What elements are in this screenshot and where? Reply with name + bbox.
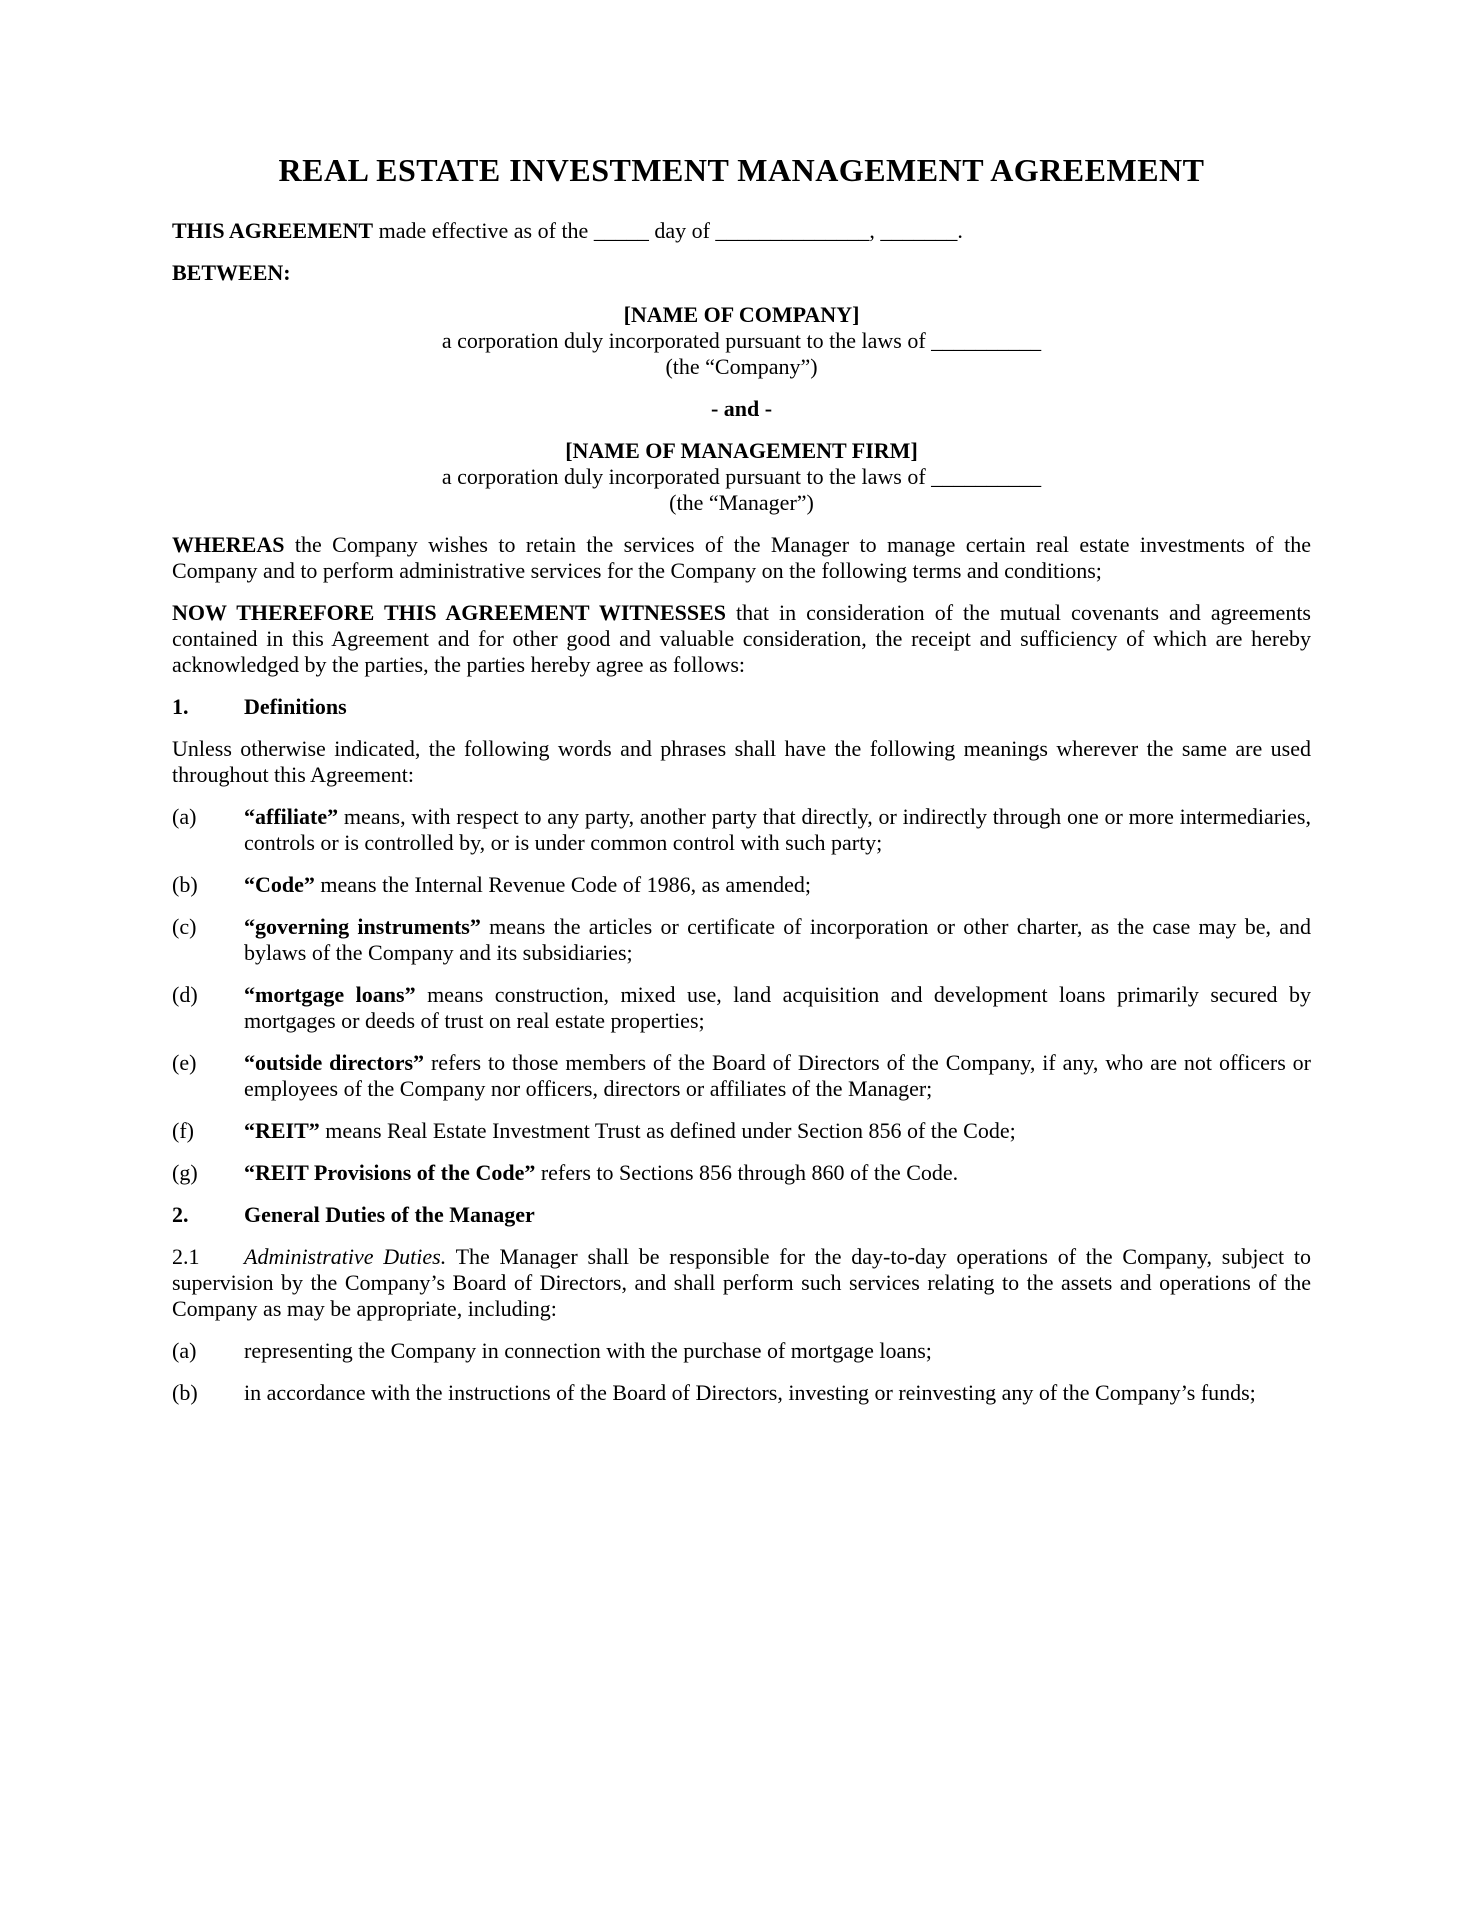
item-label: (c): [172, 914, 197, 939]
item-text: means the Internal Revenue Code of 1986, as amended;: [314, 872, 811, 897]
item-text: representing the Company in connection with the purchase of mortgage loans;: [244, 1338, 932, 1363]
manager-alias-line: (the “Manager”): [669, 490, 814, 515]
definition-item-b: [172, 872, 1311, 898]
intro-lead-in: THIS AGREEMENT: [172, 218, 374, 243]
item-text: refers to Sections 856 through 860 of the Code.: [535, 1160, 959, 1185]
whereas-lead-in: WHEREAS: [172, 532, 285, 557]
definition-item-d: [172, 982, 1317, 1034]
section-2-title: General Duties of the Manager: [244, 1202, 535, 1227]
intro-paragraph: [172, 218, 1311, 244]
therefore-text: that in consideration of the mutual covenants and agreements contained in this Agreement and for other good and valuable consideration, the receipt and sufficiency of which are hereby acknowledged by the parties, the parties hereby agree as follows:: [172, 600, 1317, 677]
item-label: (a): [172, 804, 197, 829]
item-label: (d): [172, 982, 198, 1007]
item-text: means Real Estate Investment Trust as defined under Section 856 of the Code;: [319, 1118, 1016, 1143]
document-title: REAL ESTATE INVESTMENT MANAGEMENT AGREEMENT: [278, 152, 1205, 188]
section-1-number: 1.: [172, 694, 189, 719]
item-label: (g): [172, 1160, 198, 1185]
duty-item-b: [172, 1380, 1311, 1406]
item-text: means construction, mixed use, land acquisition and development loans primarily secured by mortgages or deeds of trust on real estate properties;: [244, 982, 1317, 1033]
clause-number: 2.1: [172, 1244, 200, 1269]
definition-item-a: [172, 804, 1317, 856]
and-separator-text: - and -: [710, 396, 773, 421]
item-text: refers to those members of the Board of Directors of the Company, if any, who are not officers or employees of the Company nor officers, directors or affiliates of the Manager;: [244, 1050, 1317, 1101]
company-incorporation-line: a corporation duly incorporated pursuant to the laws of __________: [441, 328, 1042, 353]
defined-term: “affiliate”: [244, 804, 339, 829]
definition-item-c: [172, 914, 1317, 966]
and-separator: [172, 396, 1311, 422]
definition-item-f: [172, 1118, 1311, 1144]
between-label: [172, 260, 1311, 286]
intro-text: made effective as of the _____ day of ______________, _______.: [373, 218, 963, 243]
clause-2-1-paragraph: [172, 1244, 1317, 1322]
manager-name-text: [NAME OF MANAGEMENT FIRM]: [565, 438, 918, 463]
company-name-text: [NAME OF COMPANY]: [623, 302, 860, 327]
duty-item-a: [172, 1338, 1311, 1364]
item-text: means, with respect to any party, another party that directly, or indirectly through one or more intermediaries, controls or is controlled by, or is under common control with such party;: [244, 804, 1317, 855]
company-alias-line: (the “Company”): [665, 354, 818, 379]
manager-name-heading: [172, 438, 1311, 464]
defined-term: “governing instruments”: [244, 914, 481, 939]
item-text: in accordance with the instructions of the Board of Directors, investing or reinvesting any of the Company’s funds;: [244, 1380, 1256, 1405]
defined-term: “mortgage loans”: [244, 982, 416, 1007]
defined-term: “outside directors”: [244, 1050, 425, 1075]
definitions-lead-paragraph: Unless otherwise indicated, the following words and phrases shall have the following meanings wherever the same are used throughout this Agreement:: [172, 736, 1311, 787]
defined-term: “Code”: [244, 872, 315, 897]
manager-incorporation-line: a corporation duly incorporated pursuant to the laws of __________: [441, 464, 1042, 489]
section-2-number: 2.: [172, 1202, 189, 1227]
item-label: (e): [172, 1050, 197, 1075]
section-2-heading: [172, 1202, 1311, 1228]
item-label: (b): [172, 872, 198, 897]
defined-term: “REIT”: [244, 1118, 320, 1143]
therefore-clause: [172, 600, 1317, 678]
whereas-text: the Company wishes to retain the services of the Manager to manage certain real estate investments of the Company and to perform administrative services for the Company on the following terms and conditions;: [172, 532, 1317, 583]
definition-item-e: [172, 1050, 1317, 1102]
item-text: means the articles or certificate of incorporation or other charter, as the case may be, and bylaws of the Company and its subsidiaries;: [244, 914, 1317, 965]
item-label: (b): [172, 1380, 198, 1405]
whereas-recital: [172, 532, 1317, 584]
clause-italic-lead: Administrative Duties.: [244, 1244, 447, 1269]
section-1-heading: [172, 694, 1311, 720]
therefore-lead-in: NOW THEREFORE THIS AGREEMENT WITNESSES: [172, 600, 726, 625]
item-label: (f): [172, 1118, 194, 1143]
clause-text: The Manager shall be responsible for the day-to-day operations of the Company, subject to supervision by the Company’s Board of Directors, and shall perform such services relating to the assets and operations of the Company as may be appropriate, including:: [172, 1244, 1317, 1321]
item-label: (a): [172, 1338, 197, 1363]
defined-term: “REIT Provisions of the Code”: [244, 1160, 536, 1185]
company-name-heading: [172, 302, 1311, 328]
between-label-text: BETWEEN:: [172, 260, 291, 285]
definition-item-g: [172, 1160, 1311, 1186]
section-1-title: Definitions: [244, 694, 347, 719]
